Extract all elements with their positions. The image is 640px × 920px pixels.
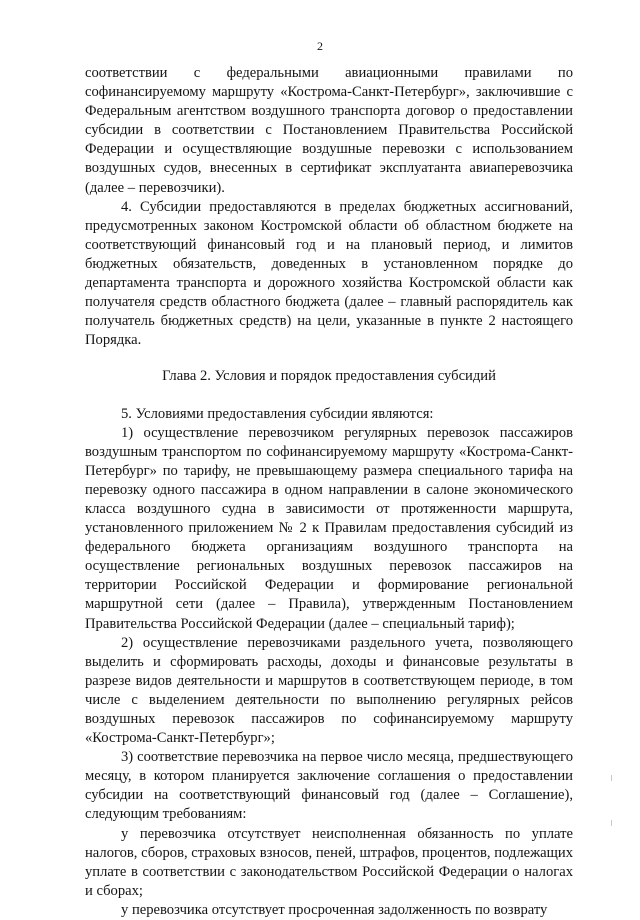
scan-mark [611, 820, 612, 826]
paragraph-item-5: 5. Условиями предоставления субсидии являются: [121, 405, 434, 422]
subitem-3: 3) соответствие перевозчика на первое число месяца, предшествующего месяцу, в котором планируется заключение соглашения о предоставлении субсидии на соответствующий финансовый год (далее – Соглашение), следующим требованиям: [85, 749, 573, 823]
requirement-debt: у перевозчика отсутствует просроченная задолженность по возврату [121, 901, 548, 918]
subitem-2: 2) осуществление перевозчиками раздельного учета, позволяющего выделить и сформировать расходы, доходы и финансовые результаты в разрезе видов деятельности и маршрутов в соответствующем периоде, в том числе с выделением деятельности по выполнению регулярных рейсов воздушных перевозок пассажиров по софинансируемому маршруту «Кострома-Санкт-Петербург»; [85, 634, 573, 747]
document-body [85, 64, 573, 920]
page-number: 2 [317, 39, 323, 53]
requirement-taxes: у перевозчика отсутствует неисполненная обязанность по уплате налогов, сборов, страховых взносов, пеней, штрафов, процентов, подлежащих уплате в соответствии с законодательством Российской Федерации о налогах и сборах; [85, 825, 573, 899]
paragraph-continuation: соответствии с федеральными авиационными правилами по софинансируемому маршруту «Кострома-Санкт-Петербург», заключившие с Федеральным агентством воздушного транспорта договор о предоставлении субсидии в соответствии с Постановлением Правительства Российской Федерации и осуществляющие воздушные перевозки с использованием воздушных судов, внесенных в сертификат эксплуатанта авиаперевозчика (далее – перевозчики). [85, 65, 573, 196]
paragraph-item-4: 4. Субсидии предоставляются в пределах бюджетных ассигнований, предусмотренных законом Костромской области об областном бюджете на соответствующий финансовый год и на плановый период, и лимитов бюджетных обязательств, доведенных в установленном порядке до департамента транспорта и дорожного хозяйства Костромской области как получателя средств областного бюджета (далее – главный распорядитель как получатель бюджетных средств) на цели, указанные в пункте 2 настоящего Порядка. [85, 198, 573, 349]
scan-mark [611, 775, 612, 781]
chapter-heading: Глава 2. Условия и порядок предоставления субсидий [162, 368, 496, 385]
subitem-1: 1) осуществление перевозчиком регулярных перевозок пассажиров воздушным транспортом по софинансируемому маршруту «Кострома-Санкт-Петербург» по тарифу, не превышающему размера специального тарифа на перевозку одного пассажира в одном направлении в салоне экономического класса воздушного судна в зависимости от протяженности маршрута, установленного приложением № 2 к Правилам предоставления субсидий из федерального бюджета организациям воздушного транспорта на осуществление региональных воздушных перевозок пассажиров на территории Российской Федерации и формирование региональной маршрутной сети (далее – Правила), утвержденным Постановлением Правительства Российской Федерации (далее – специальный тариф); [85, 424, 573, 632]
